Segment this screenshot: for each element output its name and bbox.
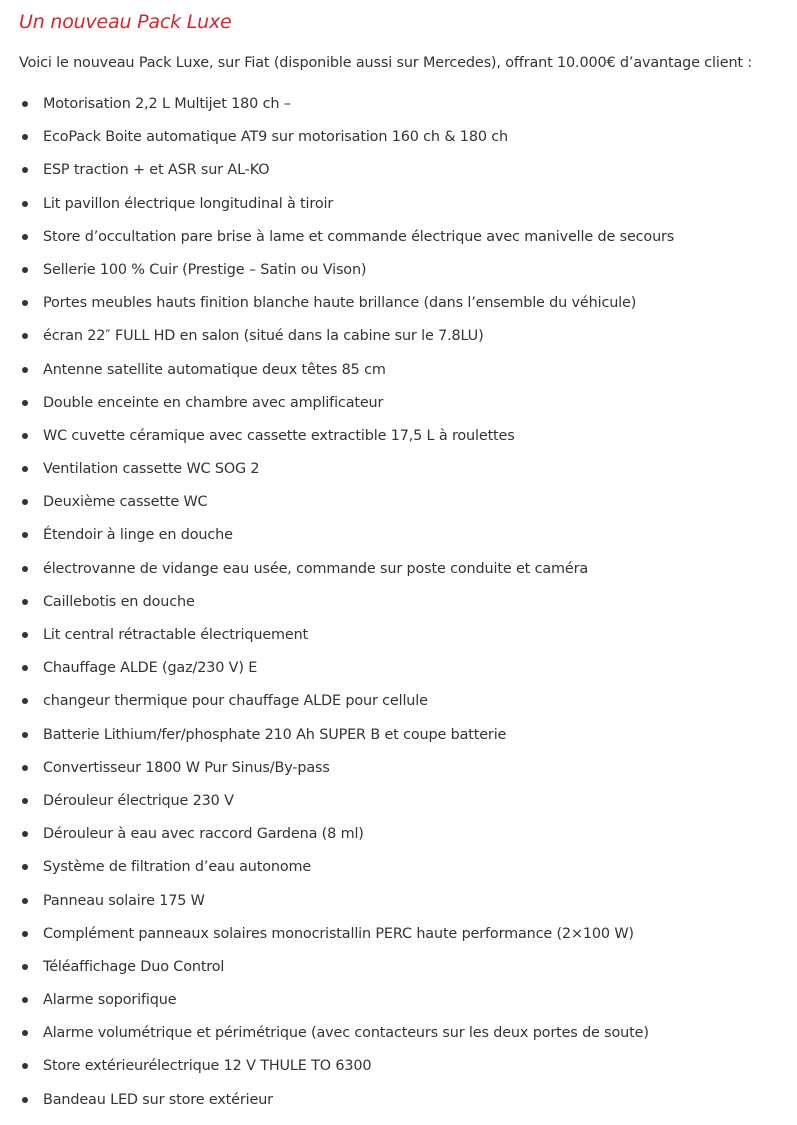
list-item-text: Deuxième cassette WC (43, 494, 208, 511)
bullet-dot-icon (22, 466, 28, 472)
list-item-text: Chauffage ALDE (gaz/230 V) E (43, 660, 258, 677)
bullet-dot-icon (22, 367, 28, 373)
intro-paragraph: Voici le nouveau Pack Luxe, sur Fiat (disponible aussi sur Mercedes), offrant 10.000€ d’avantage client : (19, 55, 753, 71)
list-item-text: ESP traction + et ASR sur AL-KO (43, 162, 270, 179)
list-item-text: Motorisation 2,2 L Multijet 180 ch – (43, 96, 291, 112)
bullet-dot-icon (22, 964, 28, 970)
bullet-dot-icon (22, 300, 28, 306)
list-item-text: Convertisseur 1800 W Pur Sinus/By-pass (43, 759, 330, 776)
bullet-dot-icon (22, 997, 28, 1003)
list-item-text: Antenne satellite automatique deux têtes 85 cm (43, 361, 386, 378)
bullet-dot-icon (22, 765, 28, 771)
bullet-dot-icon (22, 931, 28, 937)
bullet-dot-icon (22, 632, 28, 638)
list-item-text: Sellerie 100 % Cuir (Prestige – Satin ou Vison) (43, 261, 367, 278)
bullet-dot-icon (22, 333, 28, 339)
bullet-dot-icon (22, 433, 28, 439)
bullet-dot-icon (22, 732, 28, 738)
list-item-text: Dérouleur électrique 230 V (43, 792, 234, 809)
list-item-text: électrovanne de vidange eau usée, commande sur poste conduite et caméra (43, 560, 589, 577)
bullet-dot-icon (22, 698, 28, 704)
list-item-text: Caillebotis en douche (43, 593, 195, 610)
list-item-text: Portes meubles hauts finition blanche haute brillance (dans l’ensemble du véhicule) (43, 295, 637, 312)
list-item-text: Lit central rétractable électriquement (43, 627, 309, 643)
bullet-dot-icon (22, 566, 28, 572)
bullet-dot-icon (22, 201, 28, 207)
list-item-text: changeur thermique pour chauffage ALDE pour cellule (43, 693, 428, 710)
list-item-text: WC cuvette céramique avec cassette extractible 17,5 L à roulettes (43, 427, 515, 444)
list-item-text: Store d’occultation pare brise à lame et commande électrique avec manivelle de secours (43, 228, 675, 245)
bullet-dot-icon (22, 1063, 28, 1069)
bullet-dot-icon (22, 599, 28, 605)
list-item-text: Store extérieurélectrique 12 V THULE TO 6300 (43, 1058, 372, 1075)
section-title: Un nouveau Pack Luxe (19, 11, 232, 33)
list-item-text: Alarme soporifique (43, 992, 177, 1009)
list-item-text: Lit pavillon électrique longitudinal à tiroir (43, 195, 334, 212)
bullet-dot-icon (22, 798, 28, 804)
list-item-text: Étendoir à linge en douche (43, 527, 233, 544)
list-item-text: Complément panneaux solaires monocristallin PERC haute performance (2×100 W) (43, 925, 634, 942)
bullet-dot-icon (22, 831, 28, 837)
bullet-dot-icon (22, 101, 28, 107)
list-item-text: Panneau solaire 175 W (43, 892, 205, 909)
list-item-text: EcoPack Boite automatique AT9 sur motorisation 160 ch & 180 ch (43, 129, 508, 146)
bullet-dot-icon (22, 665, 28, 671)
bullet-dot-icon (22, 1097, 28, 1103)
bullet-dot-icon (22, 167, 28, 173)
bullet-dot-icon (22, 134, 28, 140)
list-item-text: écran 22″ FULL HD en salon (situé dans la cabine sur le 7.8LU) (43, 328, 484, 345)
list-item-text: Alarme volumétrique et périmétrique (avec contacteurs sur les deux portes de soute) (43, 1025, 649, 1042)
list-item-text: Téléaffichage Duo Control (43, 958, 225, 975)
list-item-text: Bandeau LED sur store extérieur (43, 1091, 273, 1108)
bullet-dot-icon (22, 400, 28, 406)
bullet-dot-icon (22, 267, 28, 273)
list-item-text: Batterie Lithium/fer/phosphate 210 Ah SUPER B et coupe batterie (43, 726, 507, 743)
list-item-text: Ventilation cassette WC SOG 2 (43, 461, 260, 478)
bullet-dot-icon (22, 1030, 28, 1036)
list-item-text: Double enceinte en chambre avec amplificateur (43, 394, 384, 411)
list-item-text: Dérouleur à eau avec raccord Gardena (8 ml) (43, 826, 364, 843)
bullet-dot-icon (22, 234, 28, 240)
bullet-dot-icon (22, 532, 28, 538)
bullet-dot-icon (22, 898, 28, 904)
list-item-text: Système de filtration d’eau autonome (43, 859, 312, 876)
bullet-dot-icon (22, 864, 28, 870)
bullet-dot-icon (22, 499, 28, 505)
